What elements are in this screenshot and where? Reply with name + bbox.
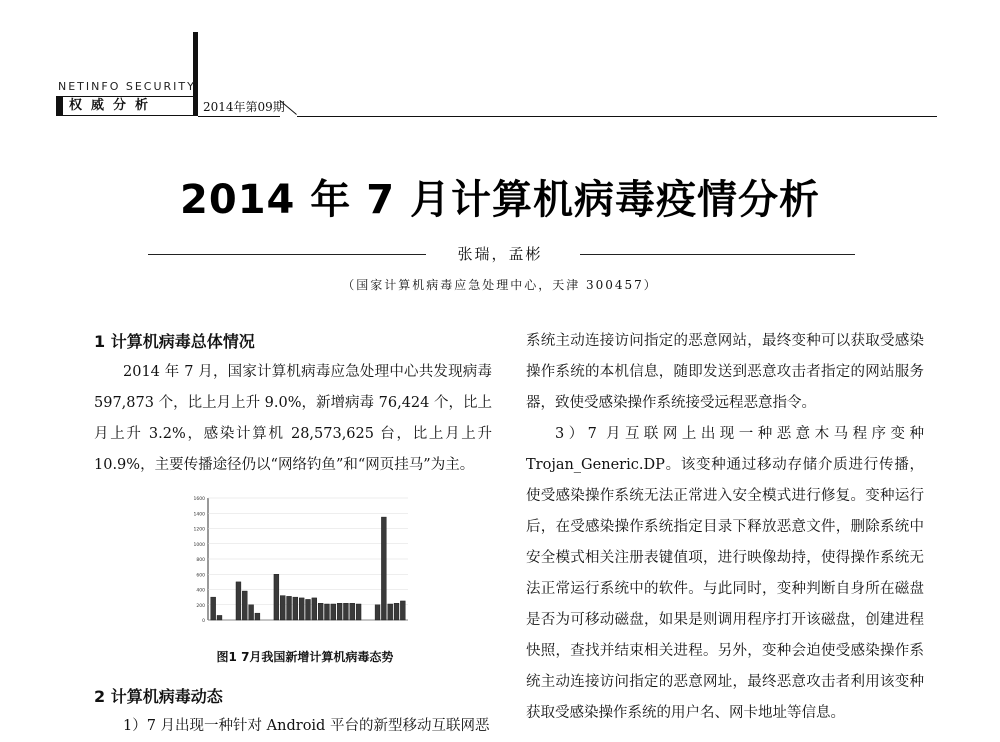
y-tick-label: 200 [196, 603, 205, 609]
bar [388, 604, 393, 620]
bar [274, 574, 279, 620]
bar [287, 596, 292, 620]
issue-number: 2014年第09期 [203, 100, 285, 114]
bar [343, 603, 348, 620]
y-tick-label: 0 [202, 619, 205, 624]
bar [325, 604, 330, 620]
bar [249, 605, 254, 620]
bar [375, 605, 380, 620]
y-tick-label: 1600 [193, 497, 205, 502]
paragraph-continued: 系统主动连接访问指定的恶意网站，最终变种可以获取受感染操作系统的本机信息，随即发送到恶意攻击者指定的网站服务器，致使受感染操作系统接受远程恶意指令。 [526, 333, 924, 411]
bar [350, 603, 355, 620]
paragraph-android: 1）7 月出现一种针对 Android 平台的新型移动互联网恶 [123, 718, 490, 734]
right-column [526, 326, 924, 729]
bar [280, 596, 285, 620]
header-rule-right [297, 116, 937, 117]
affiliation: （国家计算机病毒应急处理中心，天津 300457） [342, 278, 658, 292]
y-tick-label: 1200 [193, 527, 205, 533]
bar [217, 615, 222, 620]
bar [337, 603, 342, 620]
y-tick-label: 1000 [193, 542, 205, 548]
bar [211, 597, 216, 620]
y-tick-label: 1400 [193, 512, 205, 518]
virus-trend-chart [180, 488, 430, 666]
bar [400, 601, 405, 620]
bar [394, 603, 399, 620]
bar [299, 598, 304, 620]
paragraph-trojan: 3）7 月互联网上出现一种恶意木马程序变种 Trojan_Generic.DP。该变种通过移动存储介质进行传播，使受感染操作系统无法正常进入安全模式进行修复。变种运行后，在受感染操作系统指定目录下释放恶意文件，删除系统中安全模式相关注册表键值项，进行映像劫持，使得操作系统无法正常运行系统中的软件。与此同时，变种判断自身所在磁盘是否为可移动磁盘，如果是则调用程序打开该磁盘，创建进程快照，查找并结束相关进程。另外，变种会迫使受感染操作系统主动连接访问指定的恶意网址，最终恶意攻击者利用该变种获取受感染操作系统的用户名、网卡地址等信息。 [526, 426, 924, 721]
y-tick-label: 400 [196, 588, 205, 594]
authors: 张瑞，孟彬 [457, 245, 543, 263]
paragraph-overview: 2014 年 7 月，国家计算机病毒应急处理中心共发现病毒 597,873 个，比上月上升 9.0%，新增病毒 76,424 个，比上月上升 3.2%，感染计算机 28,573,625 台，比上月上升 10.9%，主要传播途径仍以“网络钓鱼”和“网页挂马”为主。 [94, 364, 492, 473]
section-heading-2: 2 计算机病毒动态 [94, 687, 223, 706]
bar [293, 597, 298, 620]
bar [255, 613, 260, 620]
bar [236, 582, 241, 620]
left-column [94, 326, 492, 481]
bar [312, 598, 317, 620]
figure-caption: 图1 7月我国新增计算机病毒态势 [216, 650, 394, 664]
bar [356, 604, 361, 620]
section-label: 权威分析 [56, 96, 194, 116]
bar [318, 603, 323, 620]
y-tick-label: 800 [196, 558, 205, 563]
header-rule-left [198, 116, 280, 117]
bar [306, 599, 311, 620]
section-heading-1: 1 计算机病毒总体情况 [94, 332, 255, 351]
bar [381, 517, 386, 620]
bar [242, 591, 247, 620]
y-tick-label: 600 [196, 573, 205, 579]
bar [331, 604, 336, 620]
article-title: 2014 年 7 月计算机病毒疫情分析 [180, 177, 820, 223]
journal-brand: NETINFO SECURITY [58, 80, 196, 93]
